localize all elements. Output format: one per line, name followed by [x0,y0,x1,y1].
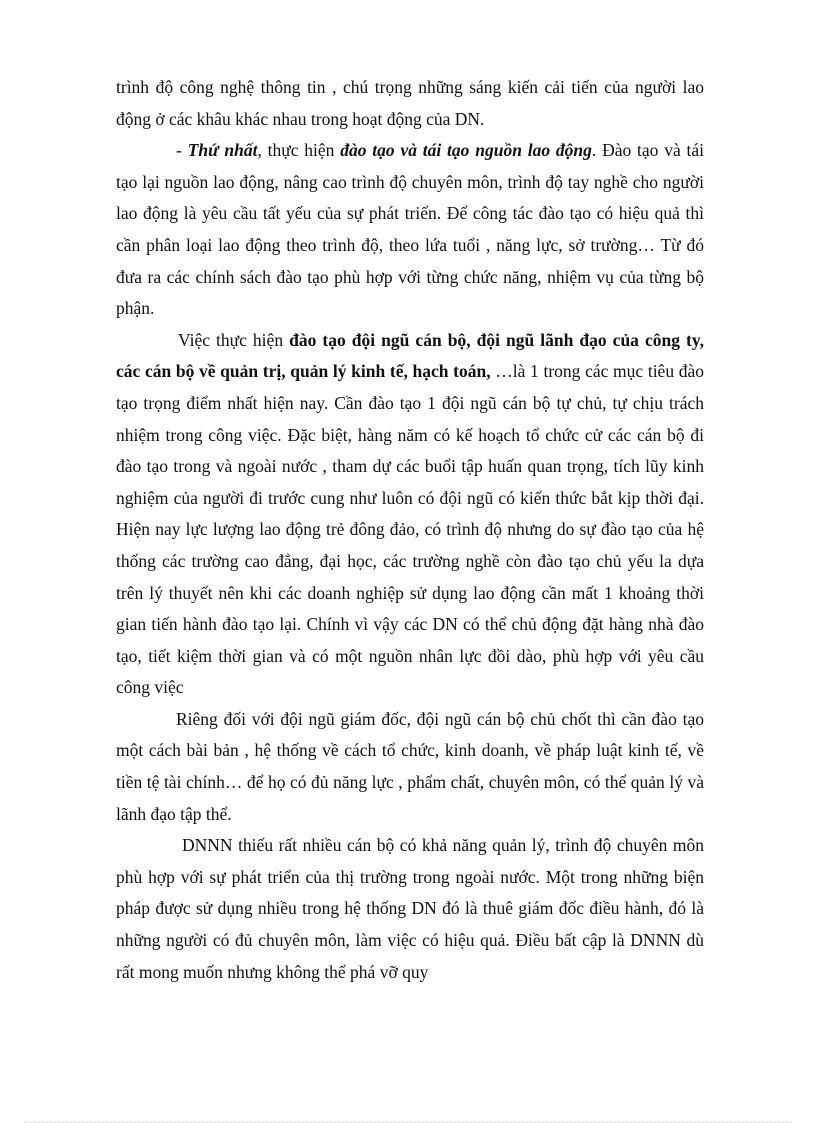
paragraph-2-mid: , thực hiện [257,140,341,161]
document-page [116,72,704,988]
paragraph-4-text: Riêng đối với đội ngũ giám đốc, đội ngũ cán bộ chủ chốt thì cần đào tạo một cách bài bản , hệ thống về cách tổ chức, kinh doanh, về pháp luật kinh tế, về tiền tệ tài chính… để họ có đủ năng lực , phẩm chất, chuyên môn, có thể quản lý và lãnh đạo tập thể. [116,708,704,824]
paragraph-3-rest: …là 1 trong các mục tiêu đào tạo trọng điểm nhất hiện nay. Cần đào tạo 1 đội ngũ cán bộ tự chủ, tự chịu trách nhiệm trong công việc. Đặc biệt, hàng năm có kế hoạch tổ chức cử các cán bộ đi đào tạo trong và ngoài nước , tham dự các buổi tập huấn quan trọng, tích lũy kinh nghiệm của người đi trước cung như luôn có đội ngũ có kiến thức bắt kịp thời đại. Hiện nay lực lượng lao động trẻ đông đảo, có trình độ nhưng do sự đào tạo của hệ thống các trường cao đẳng, đại học, các trường nghề còn đào tạo chủ yếu la dựa trên lý thuyết nên khi các doanh nghiệp sử dụng lao động cần mất 1 khoảng thời gian tiến hành đào tạo lại. Chính vì vậy các DN có thể chủ động đặt hàng nhà đào tạo, tiết kiệm thời gian và có một nguồn nhân lực đồi dào, phù hợp với yêu cầu công việc [116,361,704,698]
paragraph-4 [116,704,704,830]
emphasis-training: đào tạo và tái tạo nguồn lao động [340,140,592,161]
paragraph-3-prefix: Việc thực hiện [178,329,290,350]
paragraph-2-prefix: - [176,140,188,161]
emphasis-leadership-training: đào tạo đội ngũ cán bộ, đội ngũ lãnh đạo của công ty, các cán bộ về quản trị, quản lý kinh tế, hạch toán, [116,329,704,382]
paragraph-5-text: DNNN thiếu rất nhiều cán bộ có khả năng quản lý, trình độ chuyên môn phù hợp với sự phát triển của thị trường trong ngoài nước. Một trong những biện pháp được sử dụng nhiều trong hệ thống DN đó là thuê giám đốc điều hành, đó là những người có đủ chuyên môn, làm việc có hiệu quả. Điều bất cập là DNNN dù rất mong muốn nhưng không thể phá vỡ quy [116,835,704,982]
paragraph-3 [116,325,704,704]
paragraph-1-text: trình độ công nghệ thông tin , chú trọng những sáng kiến cải tiến của người lao động ở các khâu khác nhau trong hoạt động của DN. [116,77,704,129]
paragraph-2-rest: . Đào tạo và tái tạo lại nguồn lao động, nâng cao trình độ chuyên môn, trình độ tay nghề cho người lao động là yêu cầu tất yếu của sự phát triển. Để công tác đào tạo có hiệu quả thì cần phân loại lao động theo trình độ, theo lứa tuổi , năng lực, sở trường… Từ đó đưa ra các chính sách đào tạo phù hợp với từng chức năng, nhiệm vụ của từng bộ phận. [116,140,705,319]
paragraph-1 [116,72,704,135]
paragraph-5 [116,830,704,988]
paragraph-2 [116,135,704,325]
emphasis-first: Thứ nhất [187,140,258,161]
